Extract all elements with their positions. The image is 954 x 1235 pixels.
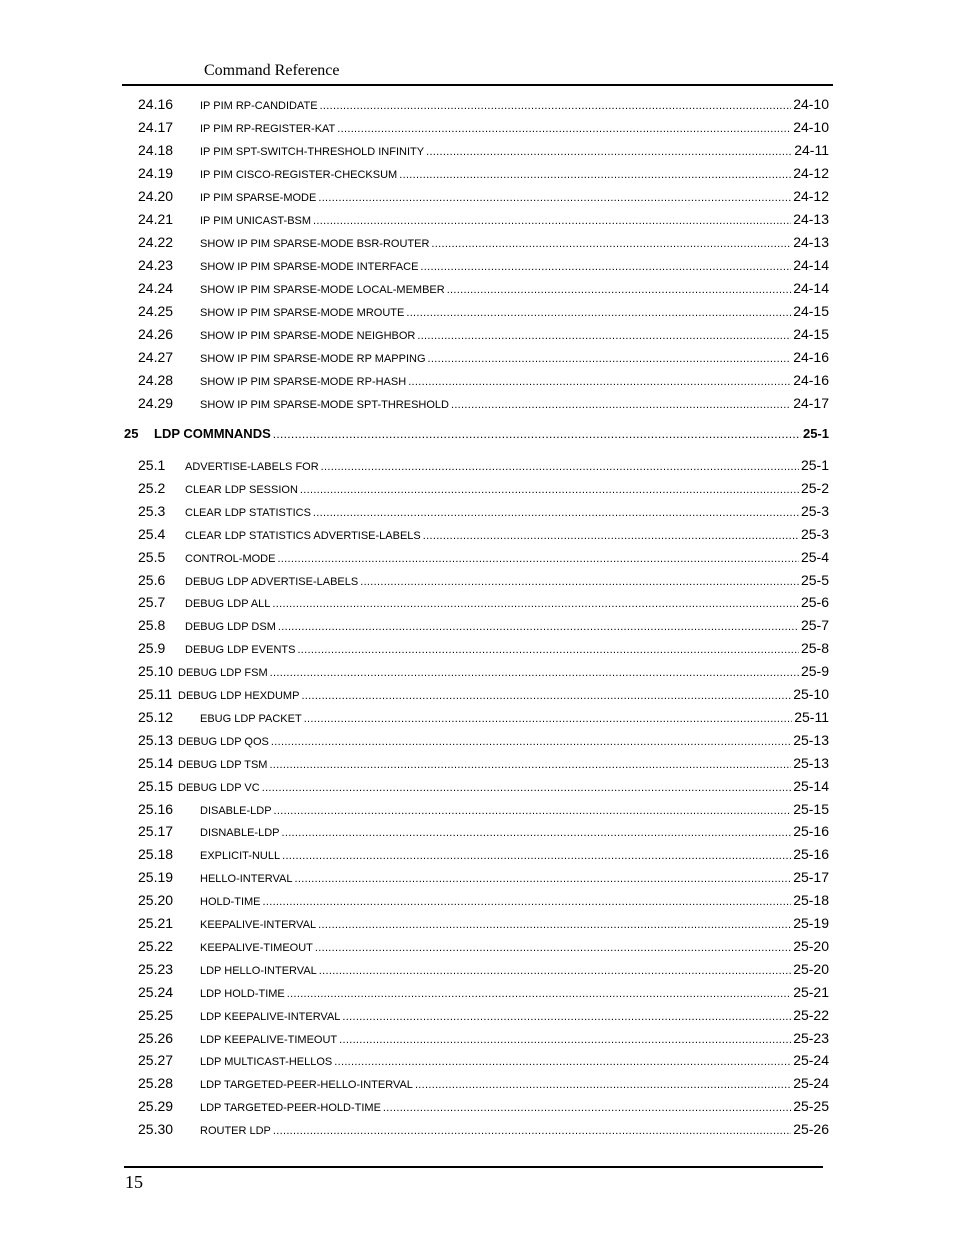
toc-entry[interactable] xyxy=(138,326,829,346)
toc-entry-page: 25-16 xyxy=(793,846,829,863)
toc-entry-title: IP PIM RP-REGISTER-KAT xyxy=(200,123,336,135)
toc-entry-page: 25-10 xyxy=(793,686,829,702)
toc-entry[interactable] xyxy=(138,732,829,752)
toc-entry-title: DEBUG LDP DSM xyxy=(185,621,276,634)
toc-entry-title: DEBUG LDP QOS xyxy=(178,735,269,748)
toc-entry[interactable] xyxy=(138,801,829,821)
toc-dot-leader xyxy=(383,1098,791,1116)
toc-dot-leader xyxy=(272,594,799,612)
toc-entry-title: DISNABLE-LDP xyxy=(200,827,280,840)
toc-entry-title: LDP KEEPALIVE-TIMEOUT xyxy=(200,1033,338,1046)
toc-entry-page: 24-12 xyxy=(793,165,829,181)
toc-entry-title: DEBUG LDP ADVERTISE-LABELS xyxy=(185,575,359,588)
toc-entry-number: 24.26 xyxy=(138,326,174,342)
toc-entry[interactable] xyxy=(138,211,829,231)
toc-entry-page: 24-15 xyxy=(793,303,829,319)
toc-entry-title: HOLD-TIME xyxy=(200,896,261,909)
toc-entry-title: DEBUG LDP HEXDUMP xyxy=(178,690,300,702)
toc-entry-title: SHOW IP PIM SPARSE-MODE LOCAL-MEMBER xyxy=(200,284,445,296)
toc-entry-title: LDP HOLD-TIME xyxy=(200,987,285,1000)
toc-entry[interactable] xyxy=(138,234,829,254)
toc-entry-page: 24-10 xyxy=(793,96,829,112)
toc-dot-leader xyxy=(297,640,799,658)
toc-entry-number: 25.30 xyxy=(138,1121,174,1138)
toc-entry-number: 25.21 xyxy=(138,915,174,931)
toc-entry[interactable] xyxy=(138,892,829,912)
toc-entry[interactable] xyxy=(138,165,829,185)
toc-entry-title: HELLO-INTERVAL xyxy=(200,873,293,886)
toc-entry[interactable] xyxy=(138,938,829,958)
toc-entry-number: 24.23 xyxy=(138,257,174,273)
toc-entry-title: LDP HELLO-INTERVAL xyxy=(200,964,317,977)
toc-entry-number: 25.6 xyxy=(138,571,166,588)
toc-entry-number: 25.18 xyxy=(138,846,174,863)
toc-entry-page: 25-1 xyxy=(802,426,829,441)
toc-entry-page: 25-25 xyxy=(793,1098,829,1115)
toc-dot-leader xyxy=(263,892,792,910)
toc-entry-number: 25.28 xyxy=(138,1075,174,1092)
toc-entry-title: ROUTER LDP xyxy=(200,1125,271,1138)
toc-entry-page: 25-20 xyxy=(793,937,829,954)
toc-entry-page: 25-14 xyxy=(793,777,829,794)
toc-entry-number: 24.29 xyxy=(138,395,174,411)
toc-entry-number: 24.16 xyxy=(138,96,174,112)
toc-dot-leader xyxy=(300,480,799,498)
toc-entry-page: 24-13 xyxy=(793,211,829,227)
toc-entry-number: 25.3 xyxy=(138,502,166,519)
toc-entry-number: 24.20 xyxy=(138,188,174,204)
toc-entry-number: 24.17 xyxy=(138,119,174,135)
toc-entry-title: SHOW IP PIM SPARSE-MODE INTERFACE xyxy=(200,261,419,273)
toc-entry[interactable] xyxy=(138,984,829,1004)
toc-entry-page: 25-13 xyxy=(793,731,829,748)
toc-entry[interactable] xyxy=(138,349,829,369)
toc-entry-title: SHOW IP PIM SPARSE-MODE RP-HASH xyxy=(200,376,407,388)
toc-entry-number: 25.13 xyxy=(138,731,174,748)
toc-entry[interactable] xyxy=(138,709,829,729)
toc-entry[interactable] xyxy=(138,549,829,569)
toc-entry-page: 25-16 xyxy=(793,823,829,840)
toc-entry-title: LDP TARGETED-PEER-HOLD-TIME xyxy=(200,1102,381,1115)
toc-entry[interactable] xyxy=(138,1007,829,1027)
toc-dot-leader xyxy=(304,709,793,727)
toc-entry-page: 25-7 xyxy=(800,617,829,634)
toc-entry-number: 24.21 xyxy=(138,211,174,227)
toc-dot-leader xyxy=(360,572,799,590)
toc-entry[interactable] xyxy=(138,1030,829,1050)
toc-entry-number: 25.4 xyxy=(138,525,166,542)
toc-entry-title: DEBUG LDP ALL xyxy=(185,598,271,611)
toc-entry-number: 24.25 xyxy=(138,303,174,319)
toc-entry-title: EBUG LDP PACKET xyxy=(200,712,302,725)
toc-entry-page: 25-4 xyxy=(800,548,829,565)
toc-entry-number: 25.12 xyxy=(138,708,174,725)
toc-dot-leader xyxy=(318,915,791,933)
toc-entry-page: 24-10 xyxy=(793,119,829,135)
toc-dot-leader xyxy=(282,846,791,864)
toc-dot-leader xyxy=(273,1121,791,1139)
toc-entry-title: KEEPALIVE-TIMEOUT xyxy=(200,941,313,954)
toc-entry-number: 25.19 xyxy=(138,869,174,886)
toc-entry-number: 25.8 xyxy=(138,617,166,634)
toc-dot-leader xyxy=(334,1052,791,1070)
toc-entry-number: 25.22 xyxy=(138,937,174,954)
toc-dot-leader xyxy=(269,755,791,773)
toc-dot-leader xyxy=(451,395,791,413)
toc-dot-leader xyxy=(271,732,791,750)
toc-entry-title: DEBUG LDP VC xyxy=(178,781,260,794)
toc-entry-title: CONTROL-MODE xyxy=(185,552,276,565)
toc-entry[interactable] xyxy=(138,480,829,500)
toc-entry-number: 24.24 xyxy=(138,280,174,296)
toc-entry-title: DEBUG LDP FSM xyxy=(178,667,268,680)
toc-entry[interactable] xyxy=(138,915,829,935)
toc-dot-leader xyxy=(277,549,799,567)
toc-entry[interactable] xyxy=(138,755,829,775)
toc-entry-page: 25-2 xyxy=(800,479,829,496)
toc-entry-title: LDP COMMNANDS xyxy=(154,426,271,441)
toc-entry-title: IP PIM SPT-SWITCH-THRESHOLD INFINITY xyxy=(200,146,425,158)
toc-entry[interactable] xyxy=(138,1121,829,1141)
toc-entry-page: 25-11 xyxy=(794,708,829,725)
toc-entry-title: IP PIM UNICAST-BSM xyxy=(200,215,312,227)
toc-entry-number: 25.17 xyxy=(138,823,174,840)
toc-entry-page: 24-12 xyxy=(793,188,829,204)
toc-entry[interactable] xyxy=(138,961,829,981)
toc-entry-number: 25.14 xyxy=(138,754,174,771)
toc-entry-page: 25-20 xyxy=(793,960,829,977)
toc-entry[interactable] xyxy=(138,526,829,546)
toc-entry-page: 25-5 xyxy=(800,571,829,588)
toc-dot-leader xyxy=(420,257,791,275)
toc-entry[interactable] xyxy=(138,280,829,300)
toc-entry-page: 24-14 xyxy=(793,280,829,296)
toc-entry-title: LDP TARGETED-PEER-HELLO-INTERVAL xyxy=(200,1079,413,1092)
toc-dot-leader xyxy=(417,326,791,344)
toc-dot-leader xyxy=(337,119,791,137)
toc-dot-leader xyxy=(274,801,792,819)
toc-entry-page: 25-24 xyxy=(793,1075,829,1092)
toc-chapter-entry[interactable] xyxy=(124,425,829,445)
toc-dot-leader xyxy=(399,165,791,183)
toc-entry-title: KEEPALIVE-INTERVAL xyxy=(200,919,317,931)
toc-entry-page: 25-8 xyxy=(800,640,829,657)
toc-dot-leader xyxy=(319,961,791,979)
toc-entry-number: 25.29 xyxy=(138,1098,174,1115)
toc-entry[interactable] xyxy=(138,846,829,866)
toc-entry-page: 25-26 xyxy=(793,1121,829,1138)
toc-entry-number: 25.11 xyxy=(138,686,172,702)
toc-dot-leader xyxy=(262,778,791,796)
toc-entry-number: 25.20 xyxy=(138,892,174,909)
toc-entry-number: 24.18 xyxy=(138,142,174,158)
toc-entry-number: 25.25 xyxy=(138,1006,174,1023)
toc-dot-leader xyxy=(278,617,799,635)
toc-entry-title: DISABLE-LDP xyxy=(200,804,272,817)
toc-entry-title: IP PIM CISCO-REGISTER-CHECKSUM xyxy=(200,169,398,181)
toc-dot-leader xyxy=(270,663,799,681)
toc-dot-leader xyxy=(320,96,792,114)
page-number: 15 xyxy=(125,1172,143,1192)
toc-entry-title: DEBUG LDP TSM xyxy=(178,758,268,771)
toc-entry-number: 25.5 xyxy=(138,548,166,565)
toc-dot-leader xyxy=(287,984,791,1002)
toc-entry-page: 25-3 xyxy=(800,502,829,519)
toc-entry-title: SHOW IP PIM SPARSE-MODE RP MAPPING xyxy=(200,353,426,365)
toc-dot-leader xyxy=(339,1030,791,1048)
toc-entry-title: ADVERTISE-LABELS FOR xyxy=(185,461,319,473)
toc-entry-page: 25-13 xyxy=(793,754,829,771)
toc-entry-number: 25.9 xyxy=(138,640,166,657)
toc-entry-page: 25-9 xyxy=(800,663,829,680)
toc-entry-number: 24.22 xyxy=(138,234,174,250)
toc-dot-leader xyxy=(415,1075,791,1093)
toc-dot-leader xyxy=(273,425,801,443)
page-header-title: Command Reference xyxy=(204,62,340,79)
toc-entry-title: CLEAR LDP STATISTICS xyxy=(185,506,311,519)
toc-entry-page: 24-17 xyxy=(793,395,829,411)
toc-entry-page: 24-14 xyxy=(793,257,829,273)
toc-entry-page: 25-19 xyxy=(793,915,829,931)
toc-entry-number: 24.28 xyxy=(138,372,174,388)
toc-entry[interactable] xyxy=(138,1052,829,1072)
toc-entry-title: LDP KEEPALIVE-INTERVAL xyxy=(200,1010,341,1023)
toc-entry[interactable] xyxy=(138,1075,829,1095)
toc-entry-number: 25.2 xyxy=(138,479,166,496)
toc-entry-number: 25.16 xyxy=(138,800,174,817)
toc-dot-leader xyxy=(423,526,799,544)
toc-dot-leader xyxy=(447,280,792,298)
toc-dot-leader xyxy=(342,1007,791,1025)
toc-entry[interactable] xyxy=(138,457,829,477)
toc-entry[interactable] xyxy=(138,303,829,323)
toc-entry-title: DEBUG LDP EVENTS xyxy=(185,644,296,657)
toc-entry[interactable] xyxy=(138,503,829,523)
toc-entry[interactable] xyxy=(138,572,829,592)
toc-dot-leader xyxy=(318,188,791,206)
toc-entry-page: 25-22 xyxy=(793,1006,829,1023)
toc-entry-page: 25-15 xyxy=(793,800,829,817)
toc-entry-number: 25.7 xyxy=(138,594,166,611)
toc-dot-leader xyxy=(301,686,791,704)
toc-entry-page: 25-1 xyxy=(800,457,829,473)
toc-dot-leader xyxy=(431,234,791,252)
toc-dot-leader xyxy=(408,372,791,390)
toc-entry-title: EXPLICIT-NULL xyxy=(200,850,281,863)
toc-entry-page: 24-11 xyxy=(794,142,829,158)
toc-entry-number: 25.10 xyxy=(138,663,174,680)
toc-entry-number: 25.24 xyxy=(138,983,174,1000)
toc-entry-number: 24.19 xyxy=(138,165,174,181)
toc-entry-page: 25-17 xyxy=(793,869,829,886)
toc-entry[interactable] xyxy=(138,395,829,415)
toc-entry-page: 24-13 xyxy=(793,234,829,250)
toc-entry-page: 24-16 xyxy=(793,372,829,388)
toc-entry-title: SHOW IP PIM SPARSE-MODE MROUTE xyxy=(200,307,405,319)
toc-dot-leader xyxy=(313,503,799,521)
toc-entry[interactable] xyxy=(138,778,829,798)
toc-entry[interactable] xyxy=(138,372,829,392)
toc-dot-leader xyxy=(295,869,792,887)
toc-entry-title: SHOW IP PIM SPARSE-MODE BSR-ROUTER xyxy=(200,238,430,250)
toc-entry-page: 25-18 xyxy=(793,892,829,909)
toc-entry-page: 25-23 xyxy=(793,1029,829,1046)
toc-entry-page: 24-16 xyxy=(793,349,829,365)
toc-entry[interactable] xyxy=(138,869,829,889)
toc-dot-leader xyxy=(281,823,791,841)
toc-entry-title: IP PIM RP-CANDIDATE xyxy=(200,100,318,112)
toc-dot-leader xyxy=(321,457,799,475)
toc-entry[interactable] xyxy=(138,119,829,139)
toc-entry-number: 24.27 xyxy=(138,349,174,365)
toc-entry-title: LDP MULTICAST-HELLOS xyxy=(200,1056,333,1069)
toc-entry[interactable] xyxy=(138,188,829,208)
toc-entry-page: 25-3 xyxy=(800,525,829,542)
toc-entry[interactable] xyxy=(138,594,829,614)
toc-entry-title: CLEAR LDP STATISTICS ADVERTISE-LABELS xyxy=(185,529,421,542)
toc-entry-number: 25.26 xyxy=(138,1029,174,1046)
toc-entry[interactable] xyxy=(138,142,829,162)
toc-entry[interactable] xyxy=(138,640,829,660)
toc-entry-page: 24-15 xyxy=(793,326,829,342)
toc-entry-page: 25-6 xyxy=(800,594,829,611)
toc-entry-title: SHOW IP PIM SPARSE-MODE SPT-THRESHOLD xyxy=(200,399,449,411)
toc-dot-leader xyxy=(313,211,791,229)
toc-entry[interactable] xyxy=(138,663,829,683)
toc-entry[interactable] xyxy=(138,823,829,843)
footer-rule xyxy=(124,1166,823,1168)
toc-entry-number: 25.15 xyxy=(138,777,174,794)
toc-dot-leader xyxy=(315,938,791,956)
toc-entry-number: 25.27 xyxy=(138,1052,174,1069)
toc-dot-leader xyxy=(406,303,791,321)
toc-dot-leader xyxy=(428,349,792,367)
toc-entry-number: 25.23 xyxy=(138,960,174,977)
toc-entry-page: 25-24 xyxy=(793,1052,829,1069)
toc-dot-leader xyxy=(426,142,792,160)
toc-entry[interactable] xyxy=(138,617,829,637)
toc-entry-number: 25 xyxy=(124,426,139,441)
toc-entry[interactable] xyxy=(138,1098,829,1118)
toc-entry[interactable] xyxy=(138,96,829,116)
toc-entry-title: SHOW IP PIM SPARSE-MODE NEIGHBOR xyxy=(200,330,416,342)
toc-entry[interactable] xyxy=(138,686,829,706)
toc-entry-page: 25-21 xyxy=(793,983,829,1000)
toc-entry-title: CLEAR LDP SESSION xyxy=(185,483,298,496)
toc-entry[interactable] xyxy=(138,257,829,277)
toc-entry-number: 25.1 xyxy=(138,457,166,473)
toc-entry-title: IP PIM SPARSE-MODE xyxy=(200,192,317,204)
